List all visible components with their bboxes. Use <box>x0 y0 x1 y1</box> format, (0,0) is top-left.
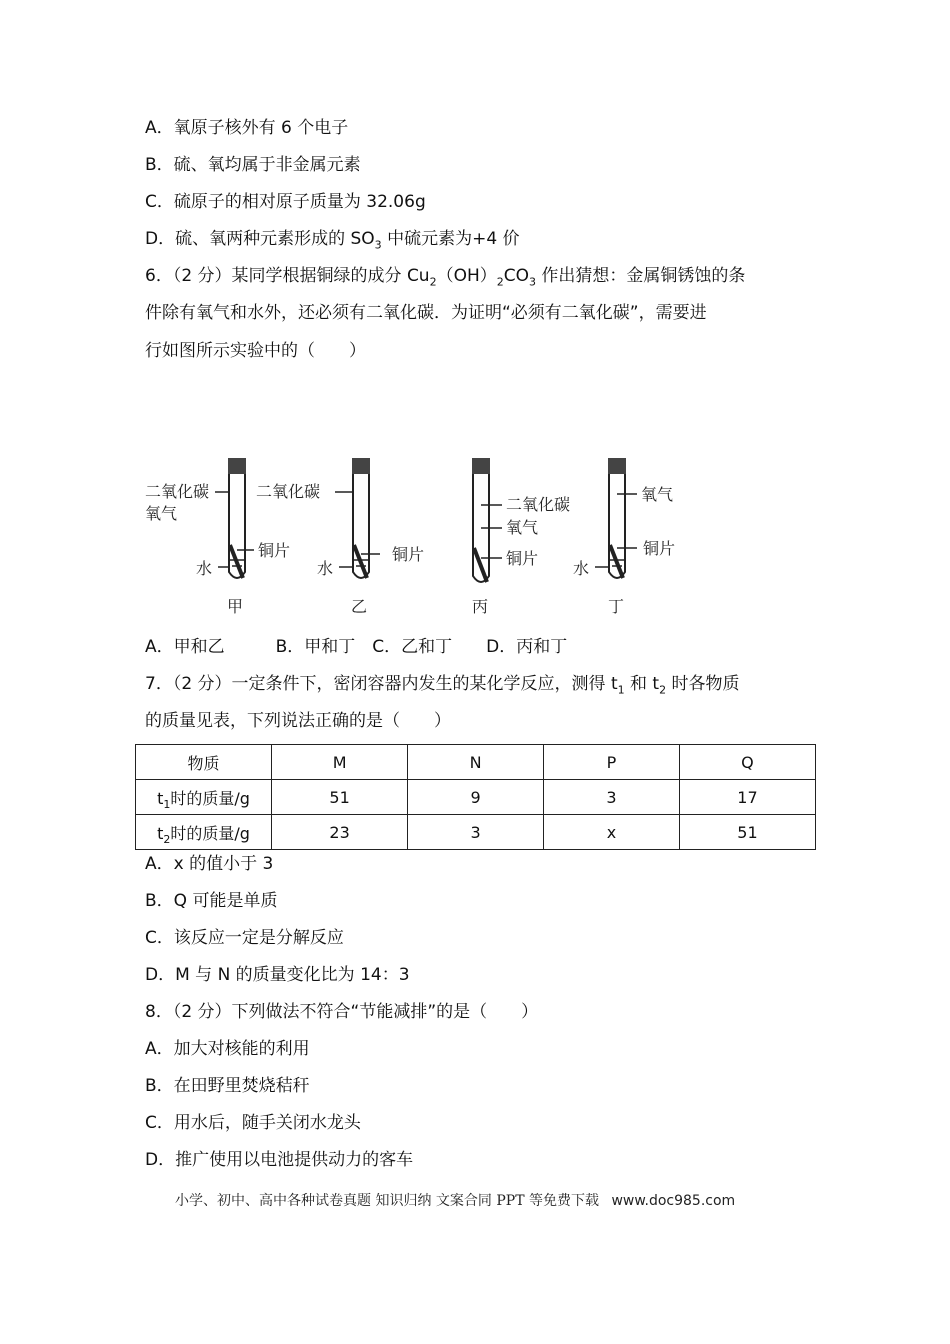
subscript: 2 <box>163 832 171 846</box>
tube-name: 甲 <box>227 597 244 616</box>
q7-option-b: B．Q 可能是单质 <box>145 891 278 911</box>
q6-stem-line2: 件除有氧气和水外，还必须有二氧化碳．为证明“必须有二氧化碳”，需要进 <box>145 303 707 323</box>
copper-strip <box>354 545 367 578</box>
stopper <box>472 458 490 474</box>
stopper <box>352 458 370 474</box>
q8-stem: 8．（2 分）下列做法不符合“节能减排”的是（ ） <box>145 1002 539 1022</box>
subscript: 1 <box>163 797 171 811</box>
q8-option-d: D．推广使用以电池提供动力的客车 <box>145 1150 414 1170</box>
table-header-cell: P <box>544 745 680 780</box>
table-row-label <box>136 815 272 850</box>
table-cell: 51 <box>679 815 815 850</box>
tube-label: 水 <box>573 559 590 578</box>
table-cell: 17 <box>679 780 815 815</box>
copper-strip <box>610 545 623 578</box>
tube-label: 铜片 <box>392 545 425 564</box>
table-cell: 51 <box>272 780 408 815</box>
q6-stem-line3: 行如图所示实验中的（ ） <box>145 341 366 361</box>
tube-label: 氧气 <box>641 485 674 504</box>
tube-name: 丙 <box>472 597 489 616</box>
table-header-cell: 物质 <box>136 745 272 780</box>
tube-label: 氧气 <box>145 504 178 523</box>
table-row <box>136 780 816 815</box>
tube-label: 铜片 <box>506 549 539 568</box>
q7-option-a: A．x 的值小于 3 <box>145 854 274 874</box>
q7-stem-line1 <box>145 672 740 696</box>
mass-table <box>135 744 816 850</box>
table-cell: 9 <box>408 780 544 815</box>
subscript: 2 <box>429 275 437 289</box>
text-part: 时的质量/g <box>170 788 250 808</box>
tube-label: 二氧化碳 <box>256 482 321 501</box>
subscript: 3 <box>529 275 537 289</box>
text-part: D．硫、氧两种元素形成的 SO <box>145 229 375 249</box>
tube-bing <box>472 458 570 616</box>
q6-options: A．甲和乙 B．甲和丁 C．乙和丁 D．丙和丁 <box>145 637 568 657</box>
table-cell: x <box>544 815 680 850</box>
table-cell: 3 <box>544 780 680 815</box>
table-cell: 23 <box>272 815 408 850</box>
tube-label: 二氧化碳 <box>145 482 210 501</box>
stopper <box>228 458 246 474</box>
text-part: 和 t <box>624 674 660 694</box>
q8-option-b: B．在田野里焚烧秸秆 <box>145 1076 310 1096</box>
stopper <box>608 458 626 474</box>
subscript: 2 <box>496 275 504 289</box>
table-row-label <box>136 780 272 815</box>
tube-label: 水 <box>317 559 334 578</box>
subscript: 3 <box>374 238 382 252</box>
q7-option-c: C．该反应一定是分解反应 <box>145 928 344 948</box>
table-header-cell: N <box>408 745 544 780</box>
q5-option-c: C．硫原子的相对原子质量为 32.06g <box>145 192 426 212</box>
q8-option-c: C．用水后，随手关闭水龙头 <box>145 1113 361 1133</box>
tube-label: 铜片 <box>258 541 291 560</box>
tube-name: 丁 <box>608 597 625 616</box>
text-part: 时的质量/g <box>170 823 250 843</box>
table-header-row <box>136 745 816 780</box>
text-part: （OH） <box>436 266 497 286</box>
q7-stem-line2: 的质量见表，下列说法正确的是（ ） <box>145 711 451 731</box>
tube-name: 乙 <box>351 597 368 616</box>
page-footer <box>175 1190 735 1210</box>
footer-text: 小学、初中、高中各种试卷真题 知识归纳 文案合同 PPT 等免费下载 <box>175 1193 599 1209</box>
tube-label: 氧气 <box>506 518 539 537</box>
q5-option-a: A．氧原子核外有 6 个电子 <box>145 118 349 138</box>
text-part: t <box>157 788 164 808</box>
footer-link[interactable]: www.doc985.com <box>611 1193 736 1209</box>
text-part: 6．（2 分）某同学根据铜绿的成分 Cu <box>145 266 430 286</box>
subscript: 2 <box>659 683 667 697</box>
text-part: CO <box>503 266 530 286</box>
text-part: t <box>157 823 164 843</box>
q7-option-d: D．M 与 N 的质量变化比为 14：3 <box>145 965 410 985</box>
tube-label: 铜片 <box>643 539 676 558</box>
tube-ding <box>573 458 675 616</box>
table-header-cell: Q <box>679 745 815 780</box>
text-part: 中硫元素为+4 价 <box>381 229 520 249</box>
q5-option-b: B．硫、氧均属于非金属元素 <box>145 155 361 175</box>
test-tube-figure <box>140 450 700 625</box>
tube-label: 二氧化碳 <box>506 495 571 514</box>
q8-option-a: A．加大对核能的利用 <box>145 1039 310 1059</box>
table-row <box>136 815 816 850</box>
text-part: 作出猜想：金属铜锈蚀的条 <box>536 266 746 286</box>
text-part: 时各物质 <box>666 674 740 694</box>
q6-stem-line1 <box>145 264 745 288</box>
table-cell: 3 <box>408 815 544 850</box>
tube-label: 水 <box>196 559 213 578</box>
table-header-cell: M <box>272 745 408 780</box>
subscript: 1 <box>617 683 625 697</box>
copper-strip <box>474 548 487 582</box>
q5-option-d <box>145 227 520 251</box>
text-part: 7．（2 分）一定条件下，密闭容器内发生的某化学反应，测得 t <box>145 674 618 694</box>
tube-yi <box>256 458 424 616</box>
